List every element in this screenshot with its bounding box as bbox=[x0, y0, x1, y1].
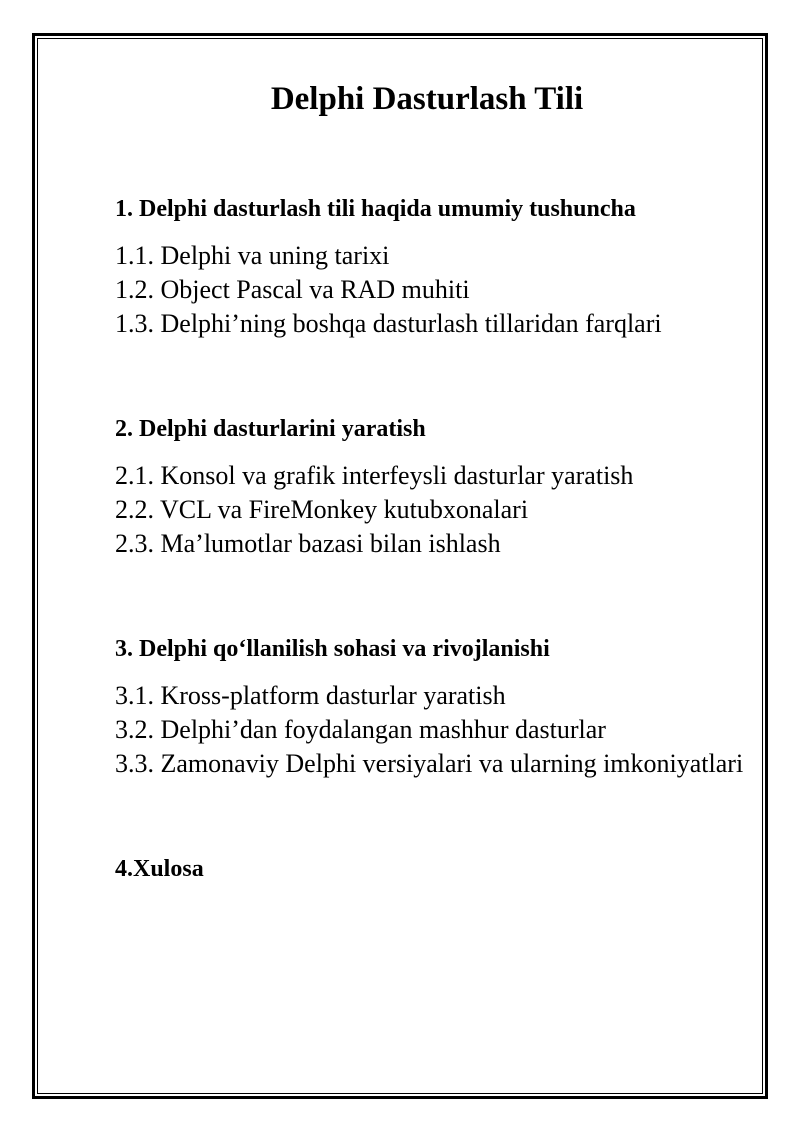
section-1 bbox=[115, 193, 755, 341]
list-item: 1.2. Object Pascal va RAD muhiti bbox=[115, 275, 470, 304]
section-heading: 4.Xulosa bbox=[115, 856, 204, 882]
list-item: 1.3. Delphi’ning boshqa dasturlash tillaridan farqlari bbox=[115, 309, 662, 338]
section-2 bbox=[115, 413, 755, 561]
list-item: 2.1. Konsol va grafik interfeysli dasturlar yaratish bbox=[115, 461, 634, 490]
section-items bbox=[115, 239, 755, 341]
list-item: 1.1. Delphi va uning tarixi bbox=[115, 241, 390, 270]
table-of-contents bbox=[115, 193, 755, 886]
section-3 bbox=[115, 633, 755, 781]
list-item: 3.2. Delphi’dan foydalangan mashhur dasturlar bbox=[115, 715, 606, 744]
list-item: 2.2. VCL va FireMonkey kutubxonalari bbox=[115, 495, 529, 524]
page-title: Delphi Dasturlash Tili bbox=[270, 81, 584, 117]
section-4 bbox=[115, 853, 755, 886]
section-items bbox=[115, 679, 755, 781]
section-heading: 3. Delphi qo‘llanilish sohasi va rivojlanishi bbox=[115, 636, 550, 662]
section-items bbox=[115, 459, 755, 561]
section-heading: 1. Delphi dasturlash tili haqida umumiy tushuncha bbox=[115, 196, 636, 222]
list-item: 3.1. Kross-platform dasturlar yaratish bbox=[115, 681, 506, 710]
list-item: 3.3. Zamonaviy Delphi versiyalari va ularning imkoniyatlari bbox=[115, 749, 744, 778]
section-heading: 2. Delphi dasturlarini yaratish bbox=[115, 416, 426, 442]
list-item: 2.3. Ma’lumotlar bazasi bilan ishlash bbox=[115, 529, 501, 558]
